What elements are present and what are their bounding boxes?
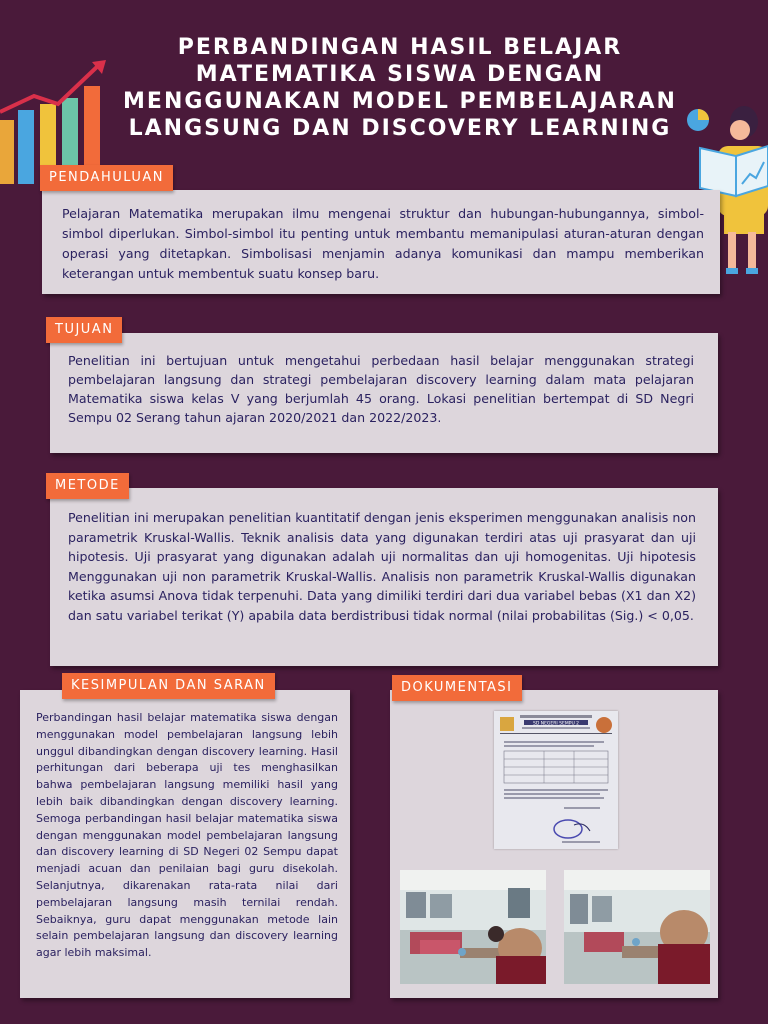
tujuan-heading: TUJUAN: [46, 317, 122, 343]
pendahuluan-card: [42, 190, 720, 294]
tujuan-card: [50, 333, 718, 453]
pendahuluan-text: Pelajaran Matematika merupakan ilmu mengenai struktur dan hubungan-hubungannya, simbol-simbol diperlukan. Simbol-simbol itu penting untuk membantu memanipulasi aturan-aturan dengan operasi yang ditetapkan. Simbolisasi menjamin adanya komunikasi dan mampu memberikan keterangan untuk membentuk suatu konsep baru.: [62, 206, 704, 281]
classroom-photo-1: [400, 870, 546, 984]
pendahuluan-heading: PENDAHULUAN: [40, 165, 173, 191]
metode-heading: METODE: [46, 473, 129, 499]
kesimpulan-heading: KESIMPULAN DAN SARAN: [62, 673, 275, 699]
school-name-text: SD NEGERI SEMPU 2: [532, 721, 580, 727]
dokumentasi-card: [390, 690, 718, 998]
metode-card: [50, 488, 718, 666]
metode-text: Penelitian ini merupakan penelitian kuantitatif dengan jenis eksperimen menggunakan analisis non parametrik Kruskal-Wallis. Teknik analisis data yang digunakan terdiri atas uji prasyarat dan uji hipotesis. Uji prasyarat yang digunakan adalah uji normalitas dan uji homogenitas. Uji hipotesis Menggunakan uji non parametrik Kruskal-Wallis. Analisis non parametrik Kruskal-Wallis digunakan ketika asumsi Anova tidak terpenuhi. Data yang dimiliki terdiri dari dua variabel bebas (X1 dan X2) dan satu variabel terikat (Y) apabila data berdistribusi tidak normal (nilai probabilitas (Sig.) < 0,05.: [68, 510, 696, 623]
poster-title: PERBANDINGAN HASIL BELAJAR MATEMATIKA SISWA DENGAN MENGGUNAKAN MODEL PEMBELAJARAN LANGSUNG DAN DISCOVERY LEARNING: [123, 35, 677, 141]
classroom-photo-2: [564, 870, 710, 984]
kesimpulan-card: [20, 690, 350, 998]
school-letter-photo: [494, 711, 618, 849]
kesimpulan-text: Perbandingan hasil belajar matematika siswa dengan menggunakan model pembelajaran langsung lebih unggul dibandingkan dengan discovery learning. Hasil perhitungan dari beberapa uji tes menghasilkan bahwa pembelajaran langsung memiliki hasil yang lebih baik dibandingkan dengan discovery learning. Semoga perbandingan hasil belajar matematika siswa dengan menggunakan model pembelajaran langsung dan discovery learning di SD Negeri 02 Sempu dapat menjadi acuan dan penilaian bagi guru disekolah. Selanjutnya, dikarenakan rata-rata nilai dari pembelajaran langsung masih ternilai rendah. Sebaiknya, guru dapat menggunakan metode lain selain pembelajaran langsung dan discovery learning agar lebih maksimal.: [36, 711, 338, 960]
tujuan-text: Penelitian ini bertujuan untuk mengetahui perbedaan hasil belajar menggunakan strategi pembelajaran langsung dan strategi pembelajaran discovery learning dalam mata pelajaran Matematika siswa kelas V yang berjumlah 45 orang. Lokasi penelitian bertempat di SD Negri Sempu 02 Serang tahun ajaran 2020/2021 dan 2022/2023.: [68, 353, 694, 425]
dokumentasi-heading: DOKUMENTASI: [392, 675, 522, 701]
